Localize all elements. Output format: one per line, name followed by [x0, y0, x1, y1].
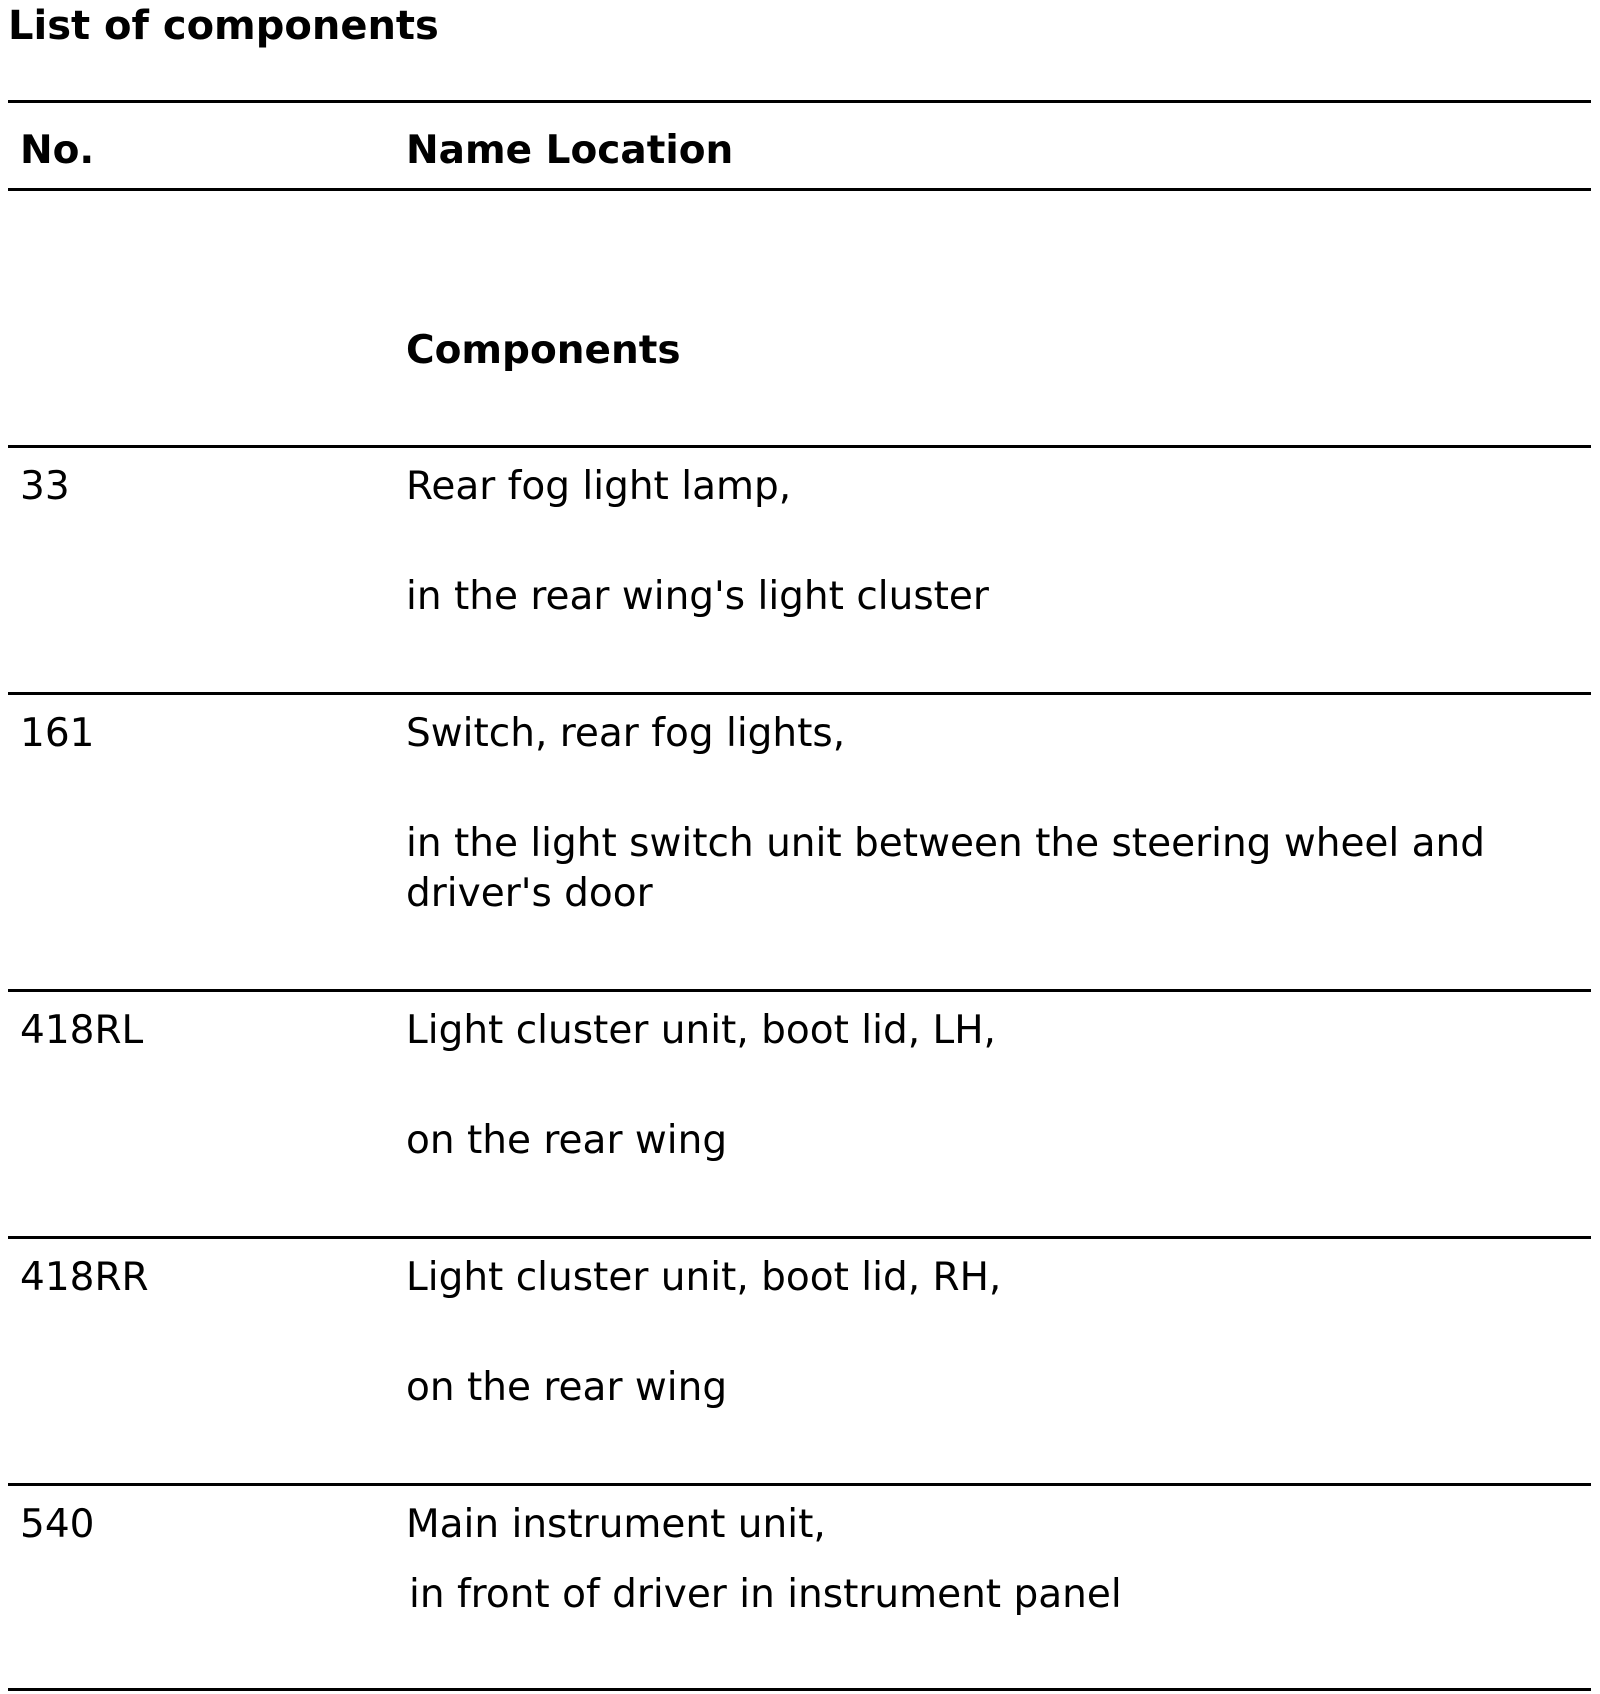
header-bottom-rule: [8, 188, 1591, 191]
row-number: 540: [20, 1502, 95, 1547]
row-number: 418RL: [20, 1008, 144, 1053]
row-location: in the light switch unit between the steering wheel and driver's door: [406, 821, 1486, 916]
row-number: 418RR: [20, 1255, 149, 1300]
row-divider: [8, 692, 1591, 695]
row-divider: [8, 445, 1591, 448]
row-location: in front of driver in instrument panel: [409, 1572, 1122, 1617]
row-location: on the rear wing: [406, 1365, 728, 1410]
row-name: Main instrument unit,: [406, 1502, 826, 1547]
row-location: on the rear wing: [406, 1118, 728, 1163]
row-name: Light cluster unit, boot lid, RH,: [406, 1255, 1002, 1300]
row-name: Switch, rear fog lights,: [406, 711, 846, 756]
row-number: 161: [20, 711, 95, 756]
row-number: 33: [20, 464, 70, 509]
section-heading: Components: [406, 328, 681, 373]
row-divider: [8, 989, 1591, 992]
row-divider: [8, 1483, 1591, 1486]
table-bottom-rule: [8, 1688, 1591, 1691]
header-no: No.: [20, 128, 95, 173]
row-location: in the rear wing's light cluster: [406, 574, 989, 619]
row-name: Rear fog light lamp,: [406, 464, 792, 509]
row-name: Light cluster unit, boot lid, LH,: [406, 1008, 996, 1053]
header-name-location: Name Location: [406, 128, 734, 173]
row-divider: [8, 1236, 1591, 1239]
page-title: List of components: [8, 3, 439, 49]
table-top-rule: [8, 100, 1591, 103]
